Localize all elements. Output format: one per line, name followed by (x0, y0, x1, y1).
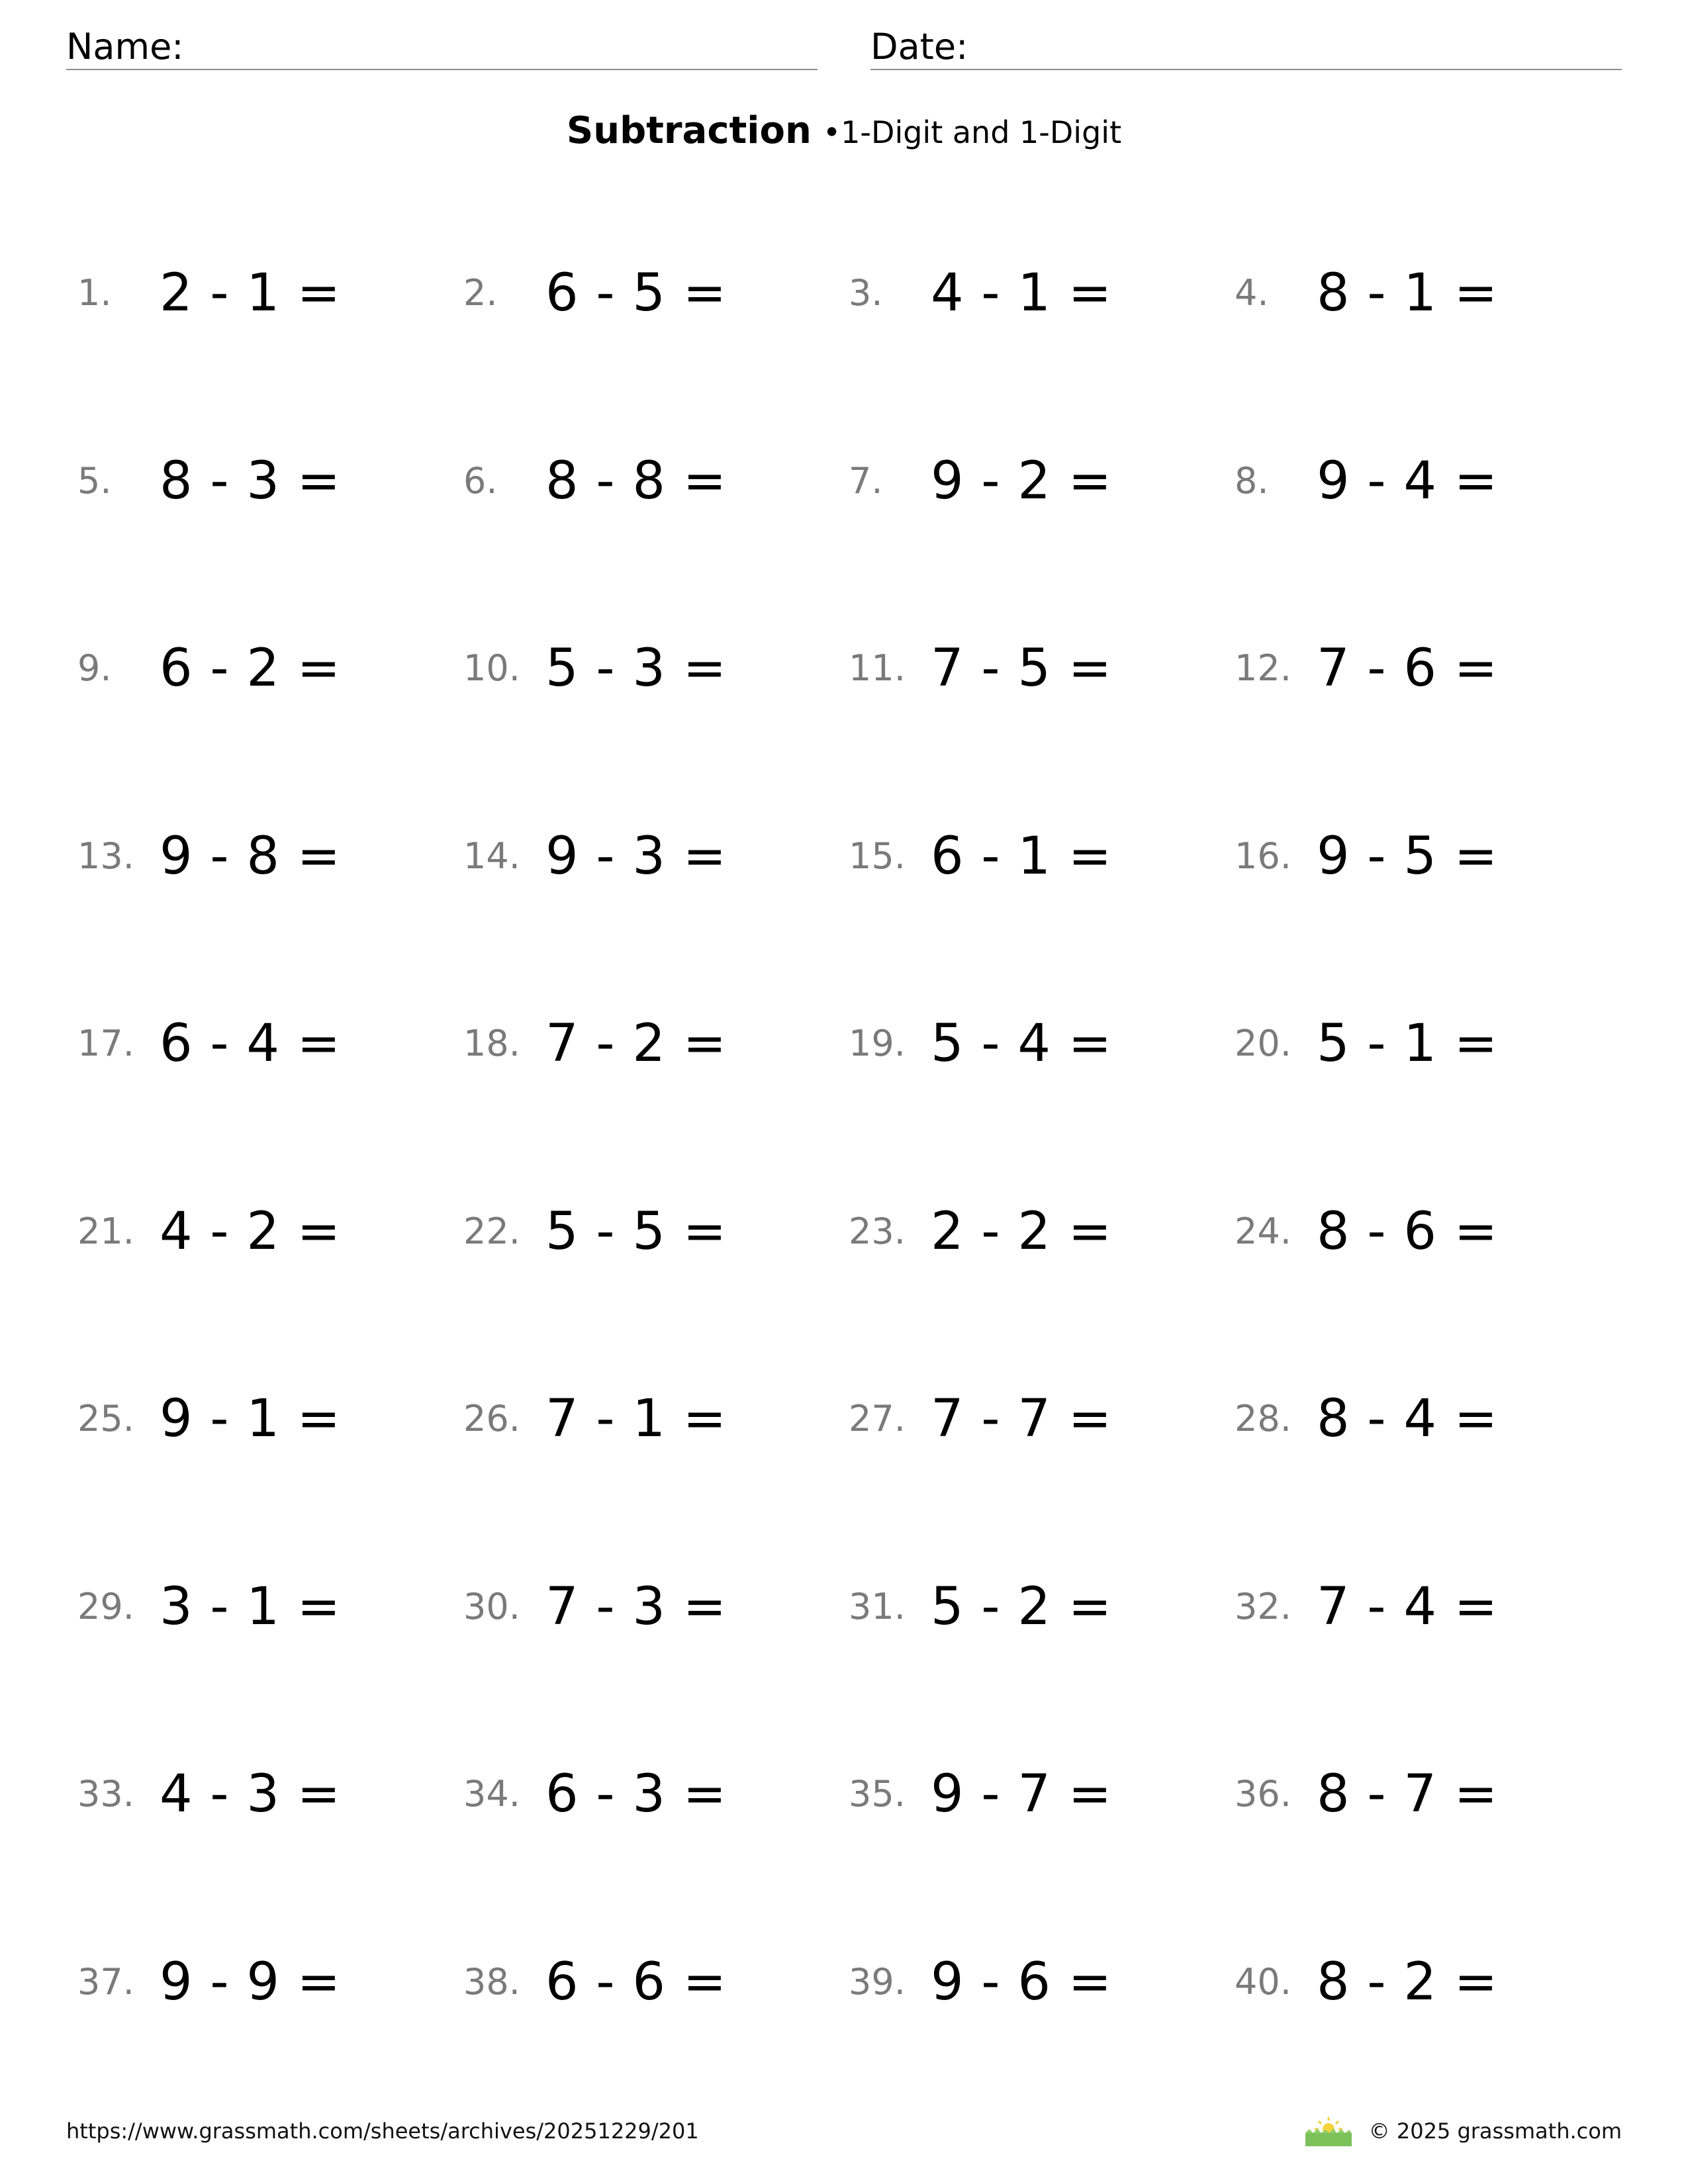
problem-number: 7. (849, 459, 883, 502)
problem-expression: 9 - 4 = (1317, 451, 1499, 511)
problem-expression: 6 - 2 = (160, 639, 342, 698)
problem-expression: 8 - 3 = (160, 451, 342, 511)
problem-expression: 7 - 2 = (545, 1014, 727, 1073)
problem-expression: 7 - 4 = (1317, 1576, 1499, 1637)
problem-number: 40. (1235, 1960, 1291, 2003)
problem-expression: 6 - 4 = (160, 1014, 342, 1073)
title-subtitle: 1-Digit and 1-Digit (841, 114, 1122, 150)
problem-number: 1. (77, 272, 112, 314)
problem-number: 38. (463, 1960, 520, 2003)
problem-number: 3. (849, 272, 883, 314)
problem-expression: 6 - 6 = (545, 1952, 727, 2012)
problem-number: 32. (1235, 1585, 1291, 1627)
problem-expression: 3 - 1 = (160, 1576, 342, 1637)
problem-expression: 2 - 2 = (931, 1201, 1113, 1261)
problem-expression: 7 - 1 = (545, 1389, 727, 1449)
footer-copyright: © 2025 grassmath.com (1368, 2118, 1622, 2144)
problem-number: 24. (1235, 1210, 1291, 1252)
problem-expression: 4 - 1 = (931, 263, 1113, 323)
problem-expression: 5 - 1 = (1317, 1014, 1499, 1073)
problem-number: 6. (463, 459, 498, 502)
problem-number: 9. (77, 647, 112, 689)
problem-number: 39. (849, 1960, 906, 2003)
date-label: Date: (870, 26, 968, 68)
problem-number: 13. (77, 835, 134, 877)
problem-number: 5. (77, 459, 112, 502)
problem-number: 30. (463, 1585, 520, 1627)
problem-number: 33. (77, 1773, 134, 1815)
problem-number: 12. (1235, 647, 1291, 689)
problem-number: 34. (463, 1773, 520, 1815)
problem-expression: 7 - 7 = (931, 1389, 1113, 1449)
problem-expression: 5 - 5 = (545, 1201, 727, 1261)
problem-expression: 8 - 4 = (1317, 1389, 1499, 1449)
problem-number: 4. (1235, 272, 1269, 314)
problem-expression: 7 - 6 = (1317, 639, 1499, 698)
problem-number: 17. (77, 1023, 134, 1064)
problem-expression: 6 - 5 = (545, 263, 727, 323)
problem-number: 31. (849, 1585, 906, 1627)
problem-number: 23. (849, 1210, 906, 1252)
problem-expression: 7 - 5 = (931, 639, 1113, 698)
problem-expression: 9 - 5 = (1317, 826, 1499, 886)
problem-expression: 8 - 7 = (1317, 1764, 1499, 1824)
problem-number: 18. (463, 1023, 520, 1064)
problem-number: 10. (463, 647, 520, 689)
problem-number: 19. (849, 1023, 906, 1064)
problem-expression: 9 - 2 = (931, 451, 1113, 511)
problem-expression: 5 - 2 = (931, 1576, 1113, 1637)
name-label: Name: (66, 26, 184, 68)
problem-expression: 5 - 3 = (545, 639, 727, 698)
problem-number: 8. (1235, 459, 1269, 502)
footer-copyright-block (1305, 2111, 1622, 2151)
grass-sun-logo-icon (1305, 2116, 1352, 2146)
problem-expression: 5 - 4 = (931, 1014, 1113, 1073)
problem-number: 37. (77, 1960, 134, 2003)
problem-expression: 4 - 3 = (160, 1764, 342, 1824)
problem-number: 11. (849, 647, 906, 689)
problem-expression: 8 - 1 = (1317, 263, 1499, 323)
problem-number: 35. (849, 1773, 906, 1815)
problem-expression: 9 - 6 = (931, 1952, 1113, 2012)
problem-expression: 7 - 3 = (545, 1576, 727, 1637)
problem-number: 20. (1235, 1023, 1291, 1064)
problem-number: 2. (463, 272, 498, 314)
problem-expression: 8 - 2 = (1317, 1952, 1499, 2012)
problem-expression: 9 - 1 = (160, 1389, 342, 1449)
problem-number: 26. (463, 1398, 520, 1439)
problem-expression: 8 - 8 = (545, 451, 727, 511)
problem-number: 14. (463, 835, 520, 877)
title-main: Subtraction (566, 109, 812, 152)
problem-expression: 9 - 7 = (931, 1764, 1113, 1824)
problem-expression: 9 - 3 = (545, 826, 727, 886)
problem-number: 27. (849, 1398, 906, 1439)
problem-expression: 2 - 1 = (160, 263, 342, 323)
problem-number: 16. (1235, 835, 1291, 877)
problem-expression: 9 - 8 = (160, 826, 342, 886)
problem-expression: 4 - 2 = (160, 1201, 342, 1261)
problem-expression: 6 - 3 = (545, 1764, 727, 1824)
problem-number: 25. (77, 1398, 134, 1439)
problem-number: 29. (77, 1585, 134, 1627)
problem-number: 36. (1235, 1773, 1291, 1815)
problem-number: 28. (1235, 1398, 1291, 1439)
footer-url: https://www.grassmath.com/sheets/archives/20251229/201 (66, 2118, 699, 2144)
problem-number: 15. (849, 835, 906, 877)
problem-expression: 9 - 9 = (160, 1952, 342, 2012)
problem-number: 22. (463, 1210, 520, 1252)
problem-number: 21. (77, 1210, 134, 1252)
title-separator: • (823, 114, 841, 150)
problem-expression: 6 - 1 = (931, 826, 1113, 886)
problem-expression: 8 - 6 = (1317, 1201, 1499, 1261)
